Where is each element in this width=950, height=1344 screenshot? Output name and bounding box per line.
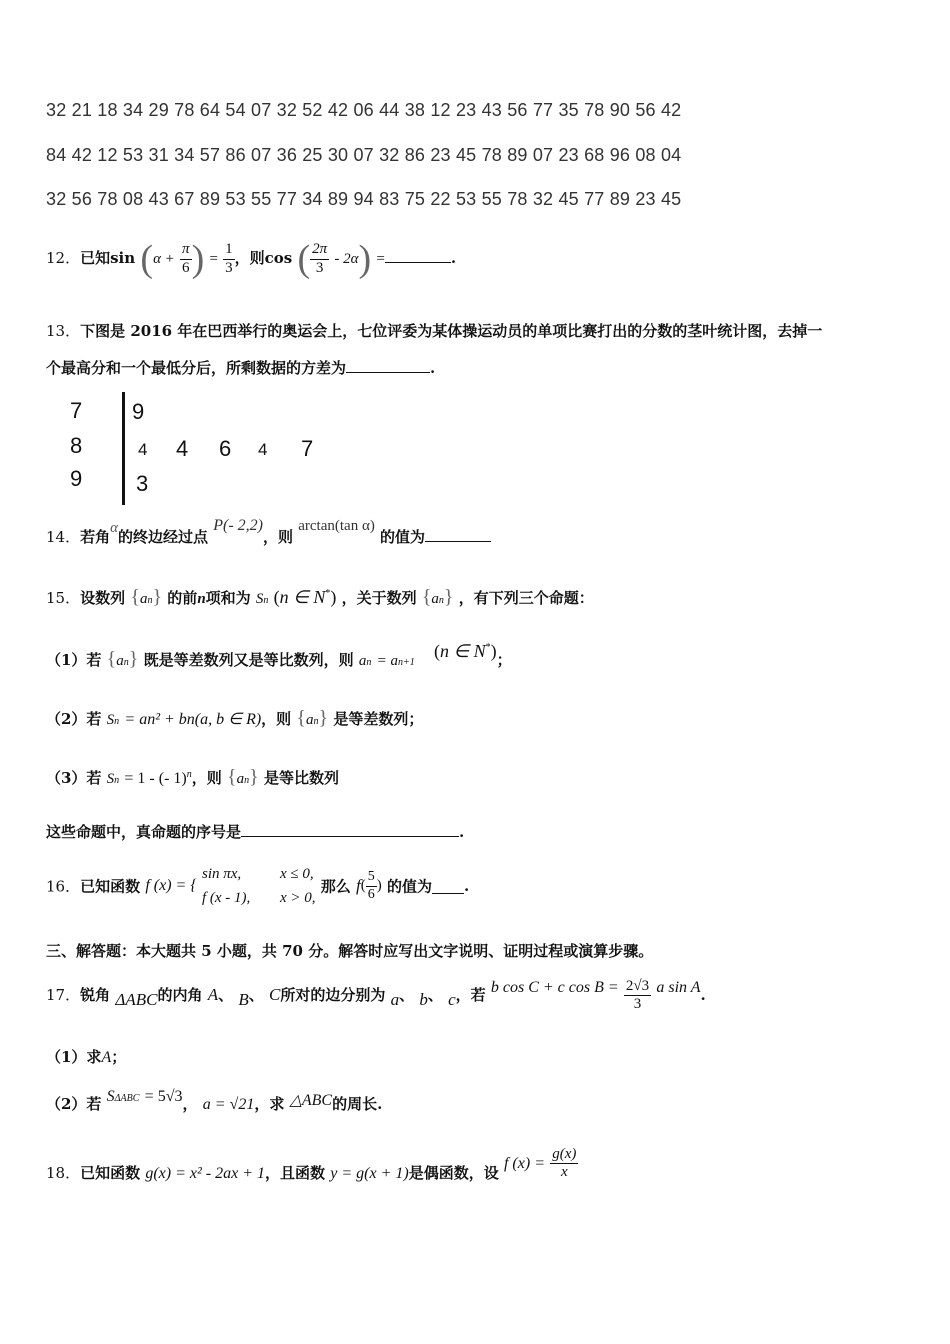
case-1-condition: x ≤ 0, [279,866,314,882]
q18-pre: 已知函数 [80,1163,141,1182]
p1-condition: (n ∈ N*) [433,641,497,661]
left-brace: { [296,707,307,729]
answer-blank[interactable] [432,879,464,894]
q16-frac-5-6 [366,869,377,902]
question-15 [46,586,594,609]
q14-pre: 若角 [80,528,111,546]
q16-fx: f (x) = { [145,877,197,894]
q13-text-2: 个最高分和一个最低分后，所剩数据的方差为 [46,359,347,377]
question-number: 12． [46,249,81,267]
part-2-mid: ， [182,1095,198,1113]
section-3-heading [46,940,653,961]
q15-proposition-3 [46,766,339,789]
angle-A: A [207,984,219,1004]
leaf-8-2: 4 [176,436,189,461]
p2-label: （2）若 [46,710,102,728]
sep: 、 [218,985,234,1004]
right-paren: ) [358,238,372,280]
s-n: S [106,771,115,787]
p1-eq: = a [376,653,398,669]
equals: = [376,251,385,267]
q18-y: y = g(x + 1) [330,1164,409,1182]
q14-alpha: α [110,520,118,536]
question-16 [46,862,469,910]
angle-C: C [268,984,281,1004]
q17-mid2: 所对的边分别为 [280,985,386,1004]
answer-blank[interactable] [425,527,491,542]
section-3-title: 三、解答题：本大题共 5 小题，共 70 分。解答时应写出文字说明、证明过程或演算步骤。 [46,942,654,960]
leaf-8-5: 7 [301,436,314,461]
right-paren: ) [191,238,205,280]
question-12 [46,240,456,278]
q16-end2: . [463,877,470,895]
p3-end: 是等比数列 [263,769,339,787]
q14-mid1: 的终边经过点 [117,528,208,546]
sep: 、 [399,985,415,1004]
stem-8: 8 [70,433,83,458]
a-n: a [139,591,148,607]
frac-denominator: 3 [633,996,642,1013]
side-b: b [419,989,428,1009]
q12-cos: cos [264,249,293,267]
leaf-7-1: 9 [132,399,145,424]
question-14 [46,517,491,547]
frac-denominator: 6 [182,259,190,276]
part-2-label: （2）若 [46,1095,102,1113]
frac-numerator: 2π [310,241,329,259]
q12-frac-2pi-3 [310,241,329,277]
s-n: S [106,712,115,728]
right-brace: } [152,586,163,608]
condition-sup: * [485,642,491,653]
side-a-value: a = √21 [202,1096,255,1113]
q17-mid1: 的内角 [157,985,203,1004]
conclusion-end: . [459,823,465,841]
frac-denominator: 3 [315,259,324,276]
q18-mid: ，且函数 [265,1163,326,1182]
q17-triangle: ΔABC [115,989,158,1009]
a-n: a [431,591,439,607]
q17-end: . [700,985,706,1004]
q17-mid3: ，若 [455,985,486,1004]
answer-blank[interactable] [241,822,459,837]
paren: ) [376,877,382,894]
case-1-expr: sin πx, [201,866,242,882]
answer-blank[interactable] [346,358,430,373]
left-brace: { [421,586,432,608]
area-S: S [106,1088,115,1105]
question-13-line-2 [46,357,435,378]
p1-end: ； [496,651,512,669]
sep: 、 [427,985,443,1004]
q12-end: . [450,249,457,267]
q18-g: g(x) = x² - 2ax + 1 [145,1164,266,1182]
part-1-A: A [101,1049,112,1066]
s-n-subscript: n [114,716,120,727]
q16-mid: 那么 [320,877,351,896]
q14-mid2: ，则 [263,528,294,546]
q15-conclusion [46,821,464,842]
part-1-label: （1）求 [46,1048,102,1066]
q15-mid2: 项和为 [205,589,251,607]
q12-pre: 已知 [80,249,111,267]
frac-numerator: g(x) [550,1146,578,1164]
question-number: 18． [46,1163,81,1182]
a-n-subscript: n [366,657,372,668]
q17-eq-right: a sin A [656,978,701,996]
frac-numerator: 5 [366,869,377,886]
condition-sup: * [325,588,331,599]
q17-part-1 [46,1046,126,1067]
left-brace: { [130,586,140,608]
a-n: a [236,771,245,787]
s-n-subscript: n [114,775,120,786]
area-subscript: ΔABC [114,1093,140,1104]
q15-condition: (n ∈ N*) [273,587,337,607]
question-number: 17． [46,985,81,1004]
q12-minus-2alpha: - 2α [334,251,359,267]
q15-n: n [197,591,206,607]
paren: ( [360,877,366,894]
question-number: 13． [46,322,81,340]
p2-eq: = an² + bn(a, b ∈ R) [124,711,262,728]
q15-end: ，有下列三个命题： [458,589,594,607]
q17-part-2 [46,1088,383,1114]
equals: = [209,251,218,267]
q13-text-1: 下图是 2016 年在巴西举行的奥运会上，七位评委为某体操运动员的单项比赛打出的分数的茎叶统计图，去掉一 [80,322,823,340]
random-number-row-3: 32 56 78 08 43 67 89 53 55 77 34 89 94 83 75 22 53 55 78 32 45 77 89 23 45 [46,189,682,209]
q14-end: 的值为 [380,528,426,546]
q17-eq-left: b cos C + c cos B = [490,978,619,996]
q16-pre: 已知函数 [80,877,141,896]
q18-frac [550,1146,578,1182]
random-number-row-2: 84 42 12 53 31 34 57 86 07 36 25 30 07 32 86 23 45 78 89 07 23 68 96 08 04 [46,145,682,165]
p3-mid: ，则 [191,769,222,787]
leaf-8-3: 6 [219,436,232,461]
a-n: a [358,653,367,669]
a-n-subscript: n [313,716,319,727]
frac-numerator: π [180,241,192,259]
conclusion-text: 这些命题中，真命题的序号是 [46,823,242,841]
case-2-condition: x > 0, [279,890,316,906]
p1-label: （1）若 [46,651,102,669]
p2-mid: ，则 [261,710,292,728]
q16-end: 的值为 [386,877,432,896]
right-brace: } [443,586,454,608]
left-brace: { [227,766,237,788]
a-n-subscript: n [123,657,129,668]
q14-expr: arctan(tan α) [298,518,375,534]
q12-alpha-plus: α + [153,251,175,267]
area-eq: = 5√3 [144,1088,183,1105]
frac-denominator: x [560,1164,568,1181]
stem-9: 9 [70,466,83,491]
q17-pre: 锐角 [80,985,111,1004]
leaf-8-1: 4 [138,440,148,459]
answer-blank[interactable] [385,248,451,263]
random-number-row-1: 32 21 18 34 29 78 64 54 07 32 52 42 06 44 38 12 23 43 56 77 35 78 90 56 42 [46,100,682,120]
question-13-line-1 [46,320,822,341]
condition-text: n ∈ N [279,587,326,607]
a-n: a [116,653,124,669]
triangle-ABC: △ABC [289,1092,333,1109]
piecewise-case-2 [202,886,316,910]
question-number: 16． [46,877,81,896]
stem-7: 7 [70,398,83,423]
q15-proposition-2 [46,707,423,730]
side-c: c [448,989,456,1009]
p3-label: （3）若 [46,769,102,787]
a-n-subscript: n [244,775,250,786]
right-brace: } [128,648,139,670]
q13-end: . [430,359,436,377]
q18-mid2: 是偶函数，设 [408,1163,499,1182]
q12-sin: sin [110,249,136,267]
q16-piecewise [202,862,316,910]
q14-point: P(- 2,2) [213,517,263,534]
s-n: S [255,591,264,607]
p3-eq-sup: n [186,769,192,780]
p2-end: 是等差数列； [333,710,424,728]
q12-frac-1-3 [223,241,235,277]
p1-text: 既是等差数列又是等比数列，则 [143,651,354,669]
frac-numerator: 1 [223,241,235,259]
left-paren: ( [297,238,311,280]
question-18 [46,1146,578,1192]
right-brace: } [318,707,329,729]
part-2-mid2: ，求 [254,1095,285,1113]
a-n-subscript: n [147,595,153,606]
q12-frac-pi-6 [180,241,192,277]
q15-pre: 设数列 [80,589,126,607]
q17-frac [624,978,651,1014]
p3-eq: = 1 - (- 1) [124,770,187,787]
condition-text: n ∈ N [439,641,486,661]
piecewise-case-1 [202,862,316,886]
leaf-9-1: 3 [136,471,149,496]
part-1-end: ； [111,1048,127,1066]
frac-denominator: 6 [367,886,375,902]
question-number: 14． [46,528,81,546]
left-paren: ( [140,238,154,280]
q15-mid1: 的前 [167,589,198,607]
q15-mid3: ，关于数列 [341,589,417,607]
angle-B: B [238,989,249,1009]
side-a: a [390,989,400,1009]
left-brace: { [106,648,117,670]
q16-f: f [356,876,361,895]
frac-numerator: 2√3 [624,978,651,996]
question-17 [46,978,706,1014]
p1-eq-subscript: n+1 [397,657,415,668]
a-n: a [306,712,314,728]
q18-f: f (x) = [503,1154,545,1172]
a-n-subscript: n [438,595,444,606]
frac-denominator: 3 [225,259,233,276]
leaf-8-4: 4 [258,440,268,459]
question-number: 15． [46,589,81,607]
sep: 、 [248,985,264,1004]
case-2-expr: f (x - 1), [201,890,251,906]
stem-leaf-divider [122,392,125,505]
q15-proposition-1 [46,641,512,671]
q12-mid: ，则 [234,249,265,267]
s-n-subscript: n [263,595,269,606]
right-brace: } [249,766,259,788]
part-2-end: 的周长. [332,1095,383,1113]
